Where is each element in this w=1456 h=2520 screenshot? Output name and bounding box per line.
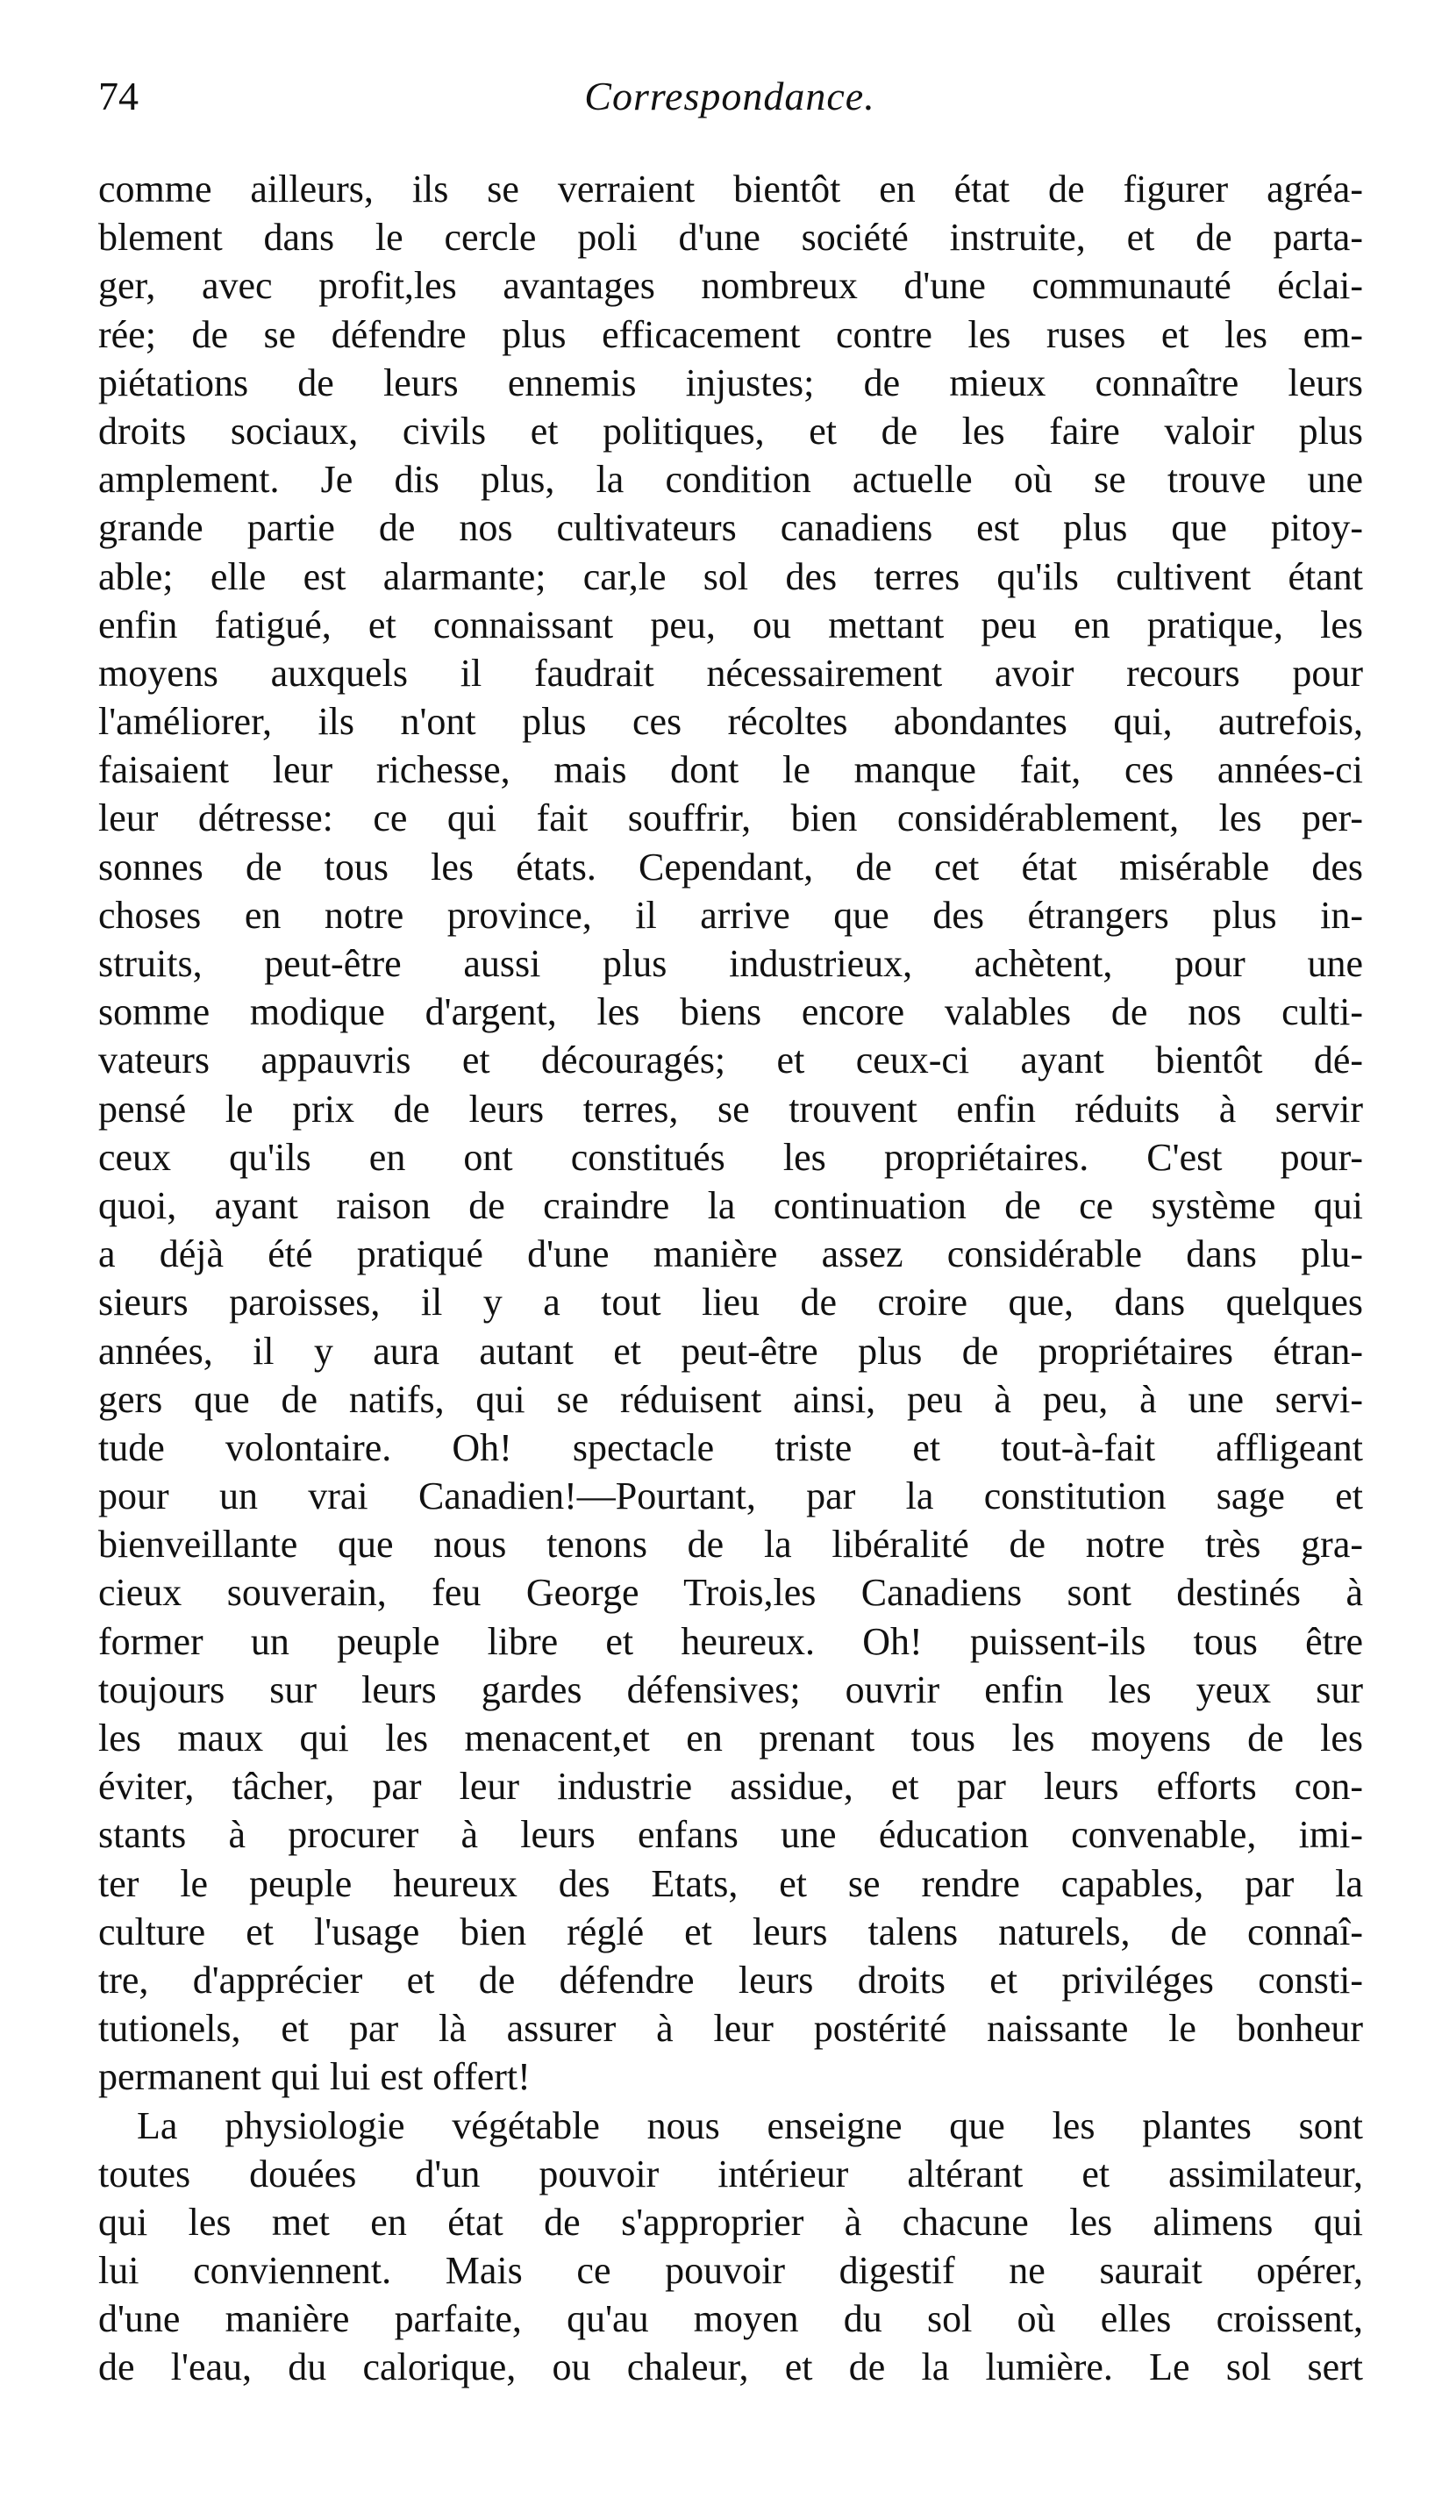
text-line: culture et l'usage bien réglé et leurs talens naturels, de connaî-: [98, 1910, 1363, 1953]
text-line: pensé le prix de leurs terres, se trouvent enfin réduits à servir: [98, 1087, 1363, 1131]
text-line: enfin fatigué, et connaissant peu, ou mettant peu en pratique, les: [98, 603, 1363, 646]
text-line: tude volontaire. Oh! spectacle triste et tout-à-fait affligeant: [98, 1425, 1363, 1469]
text-line: vateurs appauvris et découragés; et ceux-ci ayant bientôt dé-: [98, 1039, 1363, 1082]
text-line: de l'eau, du calorique, ou chaleur, et de la lumière. Le sol sert: [98, 2345, 1363, 2389]
text-line: leur détresse: ce qui fait souffrir, bien considérablement, les per-: [98, 796, 1363, 840]
text-line: grande partie de nos cultivateurs canadiens est plus que pitoy-: [98, 506, 1363, 550]
running-head: Correspondance.: [584, 74, 875, 118]
text-line: ter le peuple heureux des Etats, et se rendre capables, par la: [98, 1861, 1363, 1905]
text-line: comme ailleurs, ils se verraient bientôt en état de figurer agréa-: [98, 168, 1363, 211]
text-line: permanent qui lui est offert!: [98, 2055, 531, 2099]
text-line: d'une manière parfaite, qu'au moyen du sol où elles croissent,: [98, 2297, 1363, 2341]
text-line: faisaient leur richesse, mais dont le manque fait, ces années-ci: [98, 748, 1363, 792]
text-line: ger, avec profit,les avantages nombreux d'une communauté éclai-: [98, 264, 1363, 308]
text-line: tutionels, et par là assurer à leur postérité naissante le bonheur: [98, 2007, 1363, 2051]
text-line: a déjà été pratiqué d'une manière assez considérable dans plu-: [98, 1232, 1363, 1276]
text-line: toujours sur leurs gardes défensives; ouvrir enfin les yeux sur: [98, 1667, 1363, 1711]
text-line: choses en notre province, il arrive que des étrangers plus in-: [98, 893, 1363, 937]
text-line: stants à procurer à leurs enfans une éducation convenable, imi-: [98, 1813, 1363, 1857]
text-line: somme modique d'argent, les biens encore valables de nos culti-: [98, 990, 1363, 1034]
text-line: former un peuple libre et heureux. Oh! puissent-ils tous être: [98, 1619, 1363, 1663]
text-line: bienveillante que nous tenons de la libéralité de notre très gra-: [98, 1523, 1363, 1567]
text-line: struits, peut-être aussi plus industrieux, achètent, pour une: [98, 942, 1363, 985]
text-line: blement dans le cercle poli d'une société instruite, et de parta-: [98, 216, 1363, 260]
text-line: sonnes de tous les états. Cependant, de cet état misérable des: [98, 845, 1363, 889]
text-line: l'améliorer, ils n'ont plus ces récoltes abondantes qui, autrefois,: [98, 700, 1363, 744]
text-line: cieux souverain, feu George Trois,les Canadiens sont destinés à: [98, 1571, 1363, 1615]
text-line: les maux qui les menacent,et en prenant tous les moyens de les: [98, 1717, 1363, 1760]
text-line: années, il y aura autant et peut-être plus de propriétaires étran-: [98, 1329, 1363, 1373]
text-line: able; elle est alarmante; car,le sol des terres qu'ils cultivent étant: [98, 554, 1363, 598]
text-line: piétations de leurs ennemis injustes; de mieux connaître leurs: [98, 361, 1363, 404]
text-line: droits sociaux, civils et politiques, et de les faire valoir plus: [98, 409, 1363, 453]
text-line: ceux qu'ils en ont constitués les propriétaires. C'est pour-: [98, 1135, 1363, 1179]
text-line: toutes douées d'un pouvoir intérieur altérant et assimilateur,: [98, 2152, 1363, 2195]
text-line: sieurs paroisses, il y a tout lieu de croire que, dans quelques: [98, 1281, 1363, 1324]
text-line: tre, d'apprécier et de défendre leurs droits et priviléges consti-: [98, 1958, 1363, 2002]
page-header: [98, 70, 1361, 132]
body-text: [98, 165, 1363, 2392]
text-line: lui conviennent. Mais ce pouvoir digestif ne saurait opérer,: [98, 2249, 1363, 2293]
text-line: éviter, tâcher, par leur industrie assidue, et par leurs efforts con-: [98, 1765, 1363, 1809]
text-line: moyens auxquels il faudrait nécessairement avoir recours pour: [98, 651, 1363, 695]
text-line: La physiologie végétable nous enseigne que les plantes sont: [137, 2103, 1363, 2147]
text-line: quoi, ayant raison de craindre la continuation de ce système qui: [98, 1183, 1363, 1227]
page-number: 74: [98, 74, 139, 118]
text-line: amplement. Je dis plus, la condition actuelle où se trouve une: [98, 458, 1363, 502]
text-line: rée; de se défendre plus efficacement contre les ruses et les em-: [98, 312, 1363, 356]
text-line: qui les met en état de s'approprier à chacune les alimens qui: [98, 2200, 1363, 2244]
text-line: pour un vrai Canadien!—Pourtant, par la constitution sage et: [98, 1474, 1363, 1518]
text-line: gers que de natifs, qui se réduisent ainsi, peu à peu, à une servi-: [98, 1377, 1363, 1421]
